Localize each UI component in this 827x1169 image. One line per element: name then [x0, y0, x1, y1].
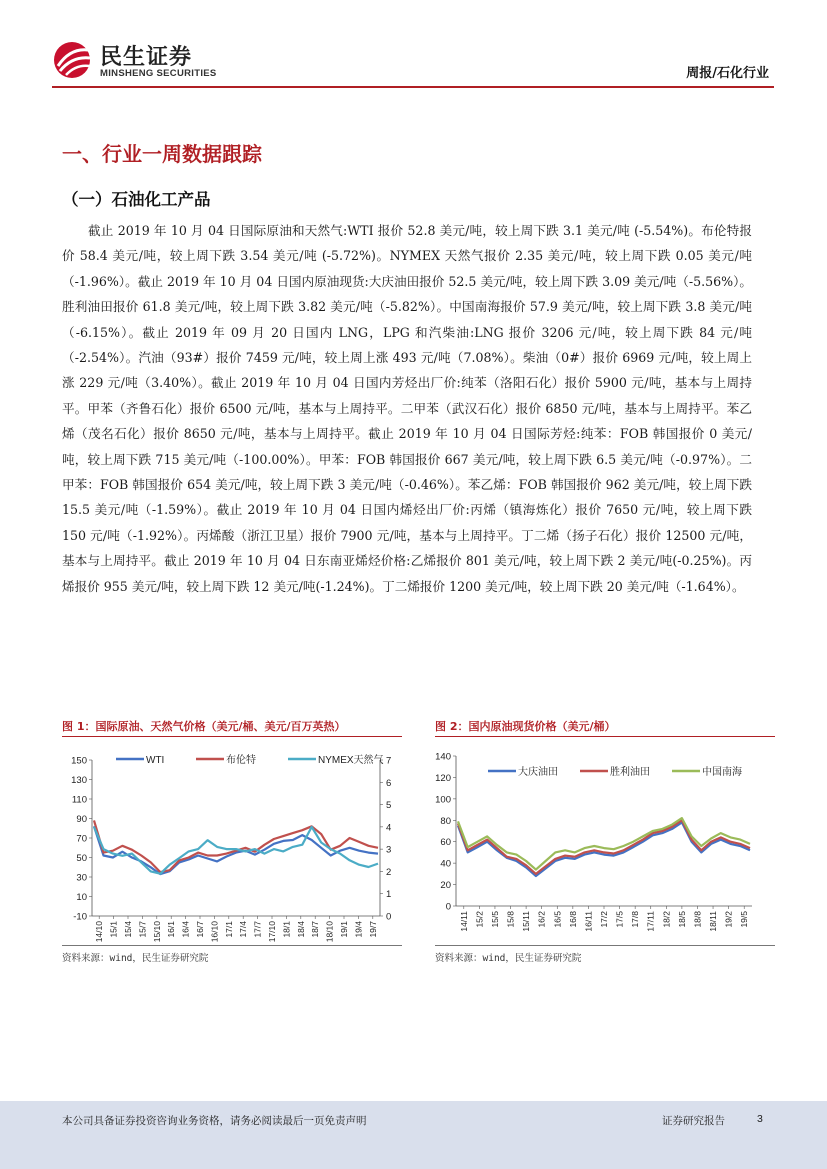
y-tick-label: 80 [440, 815, 451, 827]
y-tick-label: 150 [71, 755, 87, 767]
figure-1-chart [58, 740, 408, 945]
legend-label: WTI [146, 755, 165, 766]
x-tick-label: 19/4 [353, 921, 364, 938]
y-tick-label: 60 [440, 837, 451, 849]
figure-2-bottom-rule [435, 945, 775, 946]
x-tick-label: 17/7 [252, 921, 263, 938]
y2-tick-label: 0 [386, 911, 392, 923]
x-tick-label: 17/11 [645, 911, 656, 932]
x-tick-label: 15/10 [151, 921, 162, 943]
y2-tick-label: 7 [386, 755, 392, 767]
x-tick-label: 18/7 [310, 921, 321, 938]
brand-logo [52, 40, 232, 84]
y-tick-label: 10 [76, 892, 87, 903]
logo-cn-text: 民生证券 [100, 45, 193, 70]
x-tick-label: 19/5 [739, 911, 750, 928]
figure-1-bottom-rule [62, 945, 402, 946]
y2-tick-label: 1 [386, 889, 392, 901]
footer-band [0, 1101, 827, 1169]
y2-tick-label: 5 [386, 800, 392, 812]
x-tick-label: 17/1 [223, 921, 234, 938]
y-tick-label: 100 [435, 794, 451, 806]
x-tick-label: 16/10 [209, 921, 220, 943]
x-tick-label: 16/2 [536, 911, 547, 928]
page-header [0, 0, 827, 95]
y-tick-label: 50 [76, 853, 87, 864]
x-tick-label: 18/2 [661, 911, 672, 928]
y-tick-label: 90 [76, 814, 87, 825]
logo-mark-icon [52, 40, 96, 80]
y-tick-label: 120 [435, 772, 451, 784]
logo-en-text: MINSHENG SECURITIES [100, 68, 217, 79]
y2-tick-label: 2 [386, 866, 392, 878]
y2-tick-label: 6 [386, 777, 392, 789]
x-tick-label: 18/5 [676, 911, 687, 928]
x-tick-label: 18/1 [281, 921, 292, 938]
header-divider [52, 86, 774, 88]
y-tick-label: -10 [73, 911, 87, 923]
x-tick-label: 16/4 [180, 921, 191, 938]
x-tick-label: 18/10 [324, 921, 335, 943]
y-tick-label: 0 [445, 901, 451, 913]
legend-label: 胜利油田 [610, 767, 650, 778]
x-tick-label: 17/2 [599, 911, 609, 928]
x-tick-label: 16/7 [195, 921, 205, 938]
x-tick-label: 17/5 [614, 911, 625, 928]
y-tick-label: 130 [71, 775, 87, 786]
y-tick-label: 70 [76, 833, 87, 845]
section-title: 一、行业一周数据跟踪 [62, 142, 262, 166]
subsection-title: （一）石油化工产品 [62, 190, 211, 209]
x-tick-label: 19/7 [367, 921, 378, 938]
x-tick-label: 19/1 [339, 921, 349, 938]
x-tick-label: 18/11 [708, 911, 719, 932]
x-tick-label: 15/11 [521, 911, 532, 932]
legend-label: 中国南海 [702, 767, 742, 778]
x-tick-label: 16/11 [583, 911, 594, 932]
x-tick-label: 15/5 [489, 911, 500, 928]
x-tick-label: 18/8 [692, 911, 703, 928]
figure-2-title: 图 2：国内原油现货价格（美元/桶） [435, 720, 616, 733]
y-tick-label: 40 [440, 858, 451, 870]
x-tick-label: 14/10 [94, 921, 105, 943]
x-tick-label: 17/10 [267, 921, 277, 943]
report-category-tag: 周报/石化行业 [686, 66, 769, 81]
figure-1-source: 资料来源：wind，民生证券研究院 [62, 953, 209, 964]
x-tick-label: 18/4 [295, 921, 306, 938]
legend-label: 布伦特 [226, 755, 256, 766]
x-tick-label: 15/8 [505, 911, 516, 928]
body-paragraph: 截止 2019 年 10 月 04 日国际原油和天然气:WTI 报价 52.8 美元/吨，较上周下跌 3.1 美元/吨 (-5.54%)。布伦特报价 58.4 美元/吨，较上周下跌 3.54 美元/吨 (-5.72%)。NYMEX 天然气报价 2.35 美元/吨，较上周下跌 0.05 美元/吨（-1.96%）。截止 2019 年 10 月 04 日国内原油现货:大庆油田报价 52.5 美元/吨，较上周下跌 3.09 美元/吨（-5.56%）。胜利油田报价 61.8 美元/吨，较上周下跌 3.82 美元/吨（-5.82%）。中国南海报价 57.9 美元/吨，较上周下跌 3.8 美元/吨（-6.15%）。截止 2019 年 09 月 20 日国内 LNG，LPG 和汽柴油:LNG 报价 3206 元/吨，较上周下跌 84 元/吨（-2.54%）。汽油（93#）报价 7459 元/吨，较上周上涨 493 元/吨（7.08%）。柴油（0#）报价 6969 元/吨，较上周上涨 229 元/吨（3.40%）。截止 2019 年 10 月 04 日国内芳烃出厂价:纯苯（洛阳石化）报价 5900 元/吨，基本与上周持平。甲苯（齐鲁石化）报价 6500 元/吨，基本与上周持平。二甲苯（武汉石化）报价 6850 元/吨，基本与上周持平。苯乙烯（茂名石化）报价 8650 元/吨，基本与上周持平。截止 2019 年 10 月 04 日国际芳烃:纯苯：FOB 韩国报价 0 美元/吨，较上周下跌 715 美元/吨（-100.00%）。甲苯：FOB 韩国报价 667 美元/吨，较上周下跌 6.5 美元/吨（-0.97%）。二甲苯：FOB 韩国报价 654 美元/吨，较上周下跌 3 美元/吨（-0.46%）。苯乙烯：FOB 韩国报价 962 美元/吨，较上周下跌 15.5 美元/吨（-1.59%）。截止 2019 年 10 月 04 日国内烯烃出厂价:丙烯（镇海炼化）报价 7650 元/吨，较上周下跌 150 元/吨（-1.92%）。丙烯酸（浙江卫星）报价 7900 元/吨，基本与上周持平。丁二烯（扬子石化）报价 12500 元/吨，基本与上周持平。截止 2019 年 10 月 04 日东南亚烯烃价格:乙烯报价 801 美元/吨，较上周下跌 2 美元/吨(-0.25%)。丙烯报价 955 美元/吨，较上周下跌 12 美元/吨(-1.24%)。丁二烯报价 1200 美元/吨，较上周下跌 20 美元/吨（-1.64%）。 [62, 223, 752, 594]
x-tick-label: 19/2 [723, 911, 734, 928]
x-tick-label: 15/1 [108, 921, 119, 938]
y-tick-label: 30 [76, 872, 87, 884]
footer-disclaimer: 本公司具备证券投资咨询业务资格，请务必阅读最后一页免责声明 [62, 1115, 367, 1127]
x-tick-label: 16/1 [166, 921, 177, 938]
y-tick-label: 140 [435, 751, 451, 763]
footer-report-type: 证券研究报告 [662, 1115, 725, 1127]
figure-1-title: 图 1：国际原油、天然气价格（美元/桶、美元/百万英热） [62, 720, 346, 733]
legend-label: NYMEX天然气 [318, 755, 384, 766]
y-tick-label: 110 [71, 794, 87, 806]
x-tick-label: 17/8 [630, 911, 641, 928]
figure-2-title-rule [435, 736, 775, 737]
y-tick-label: 20 [440, 880, 451, 892]
x-tick-label: 17/4 [238, 921, 249, 938]
x-tick-label: 14/11 [458, 911, 469, 932]
y2-tick-label: 3 [386, 844, 392, 856]
y2-tick-label: 4 [386, 822, 392, 834]
x-tick-label: 15/4 [123, 921, 133, 938]
figure-1-title-rule [62, 736, 402, 737]
page-number: 3 [757, 1113, 763, 1125]
x-tick-label: 16/8 [567, 911, 578, 928]
legend-label: 大庆油田 [518, 767, 558, 778]
x-tick-label: 16/5 [552, 911, 563, 928]
series-line-3 [458, 818, 750, 870]
figure-2-source: 资料来源：wind，民生证券研究院 [435, 953, 582, 964]
figure-2-chart [428, 740, 778, 945]
x-tick-label: 15/7 [137, 921, 148, 938]
series-line-2 [94, 820, 378, 872]
x-tick-label: 15/2 [474, 911, 485, 928]
